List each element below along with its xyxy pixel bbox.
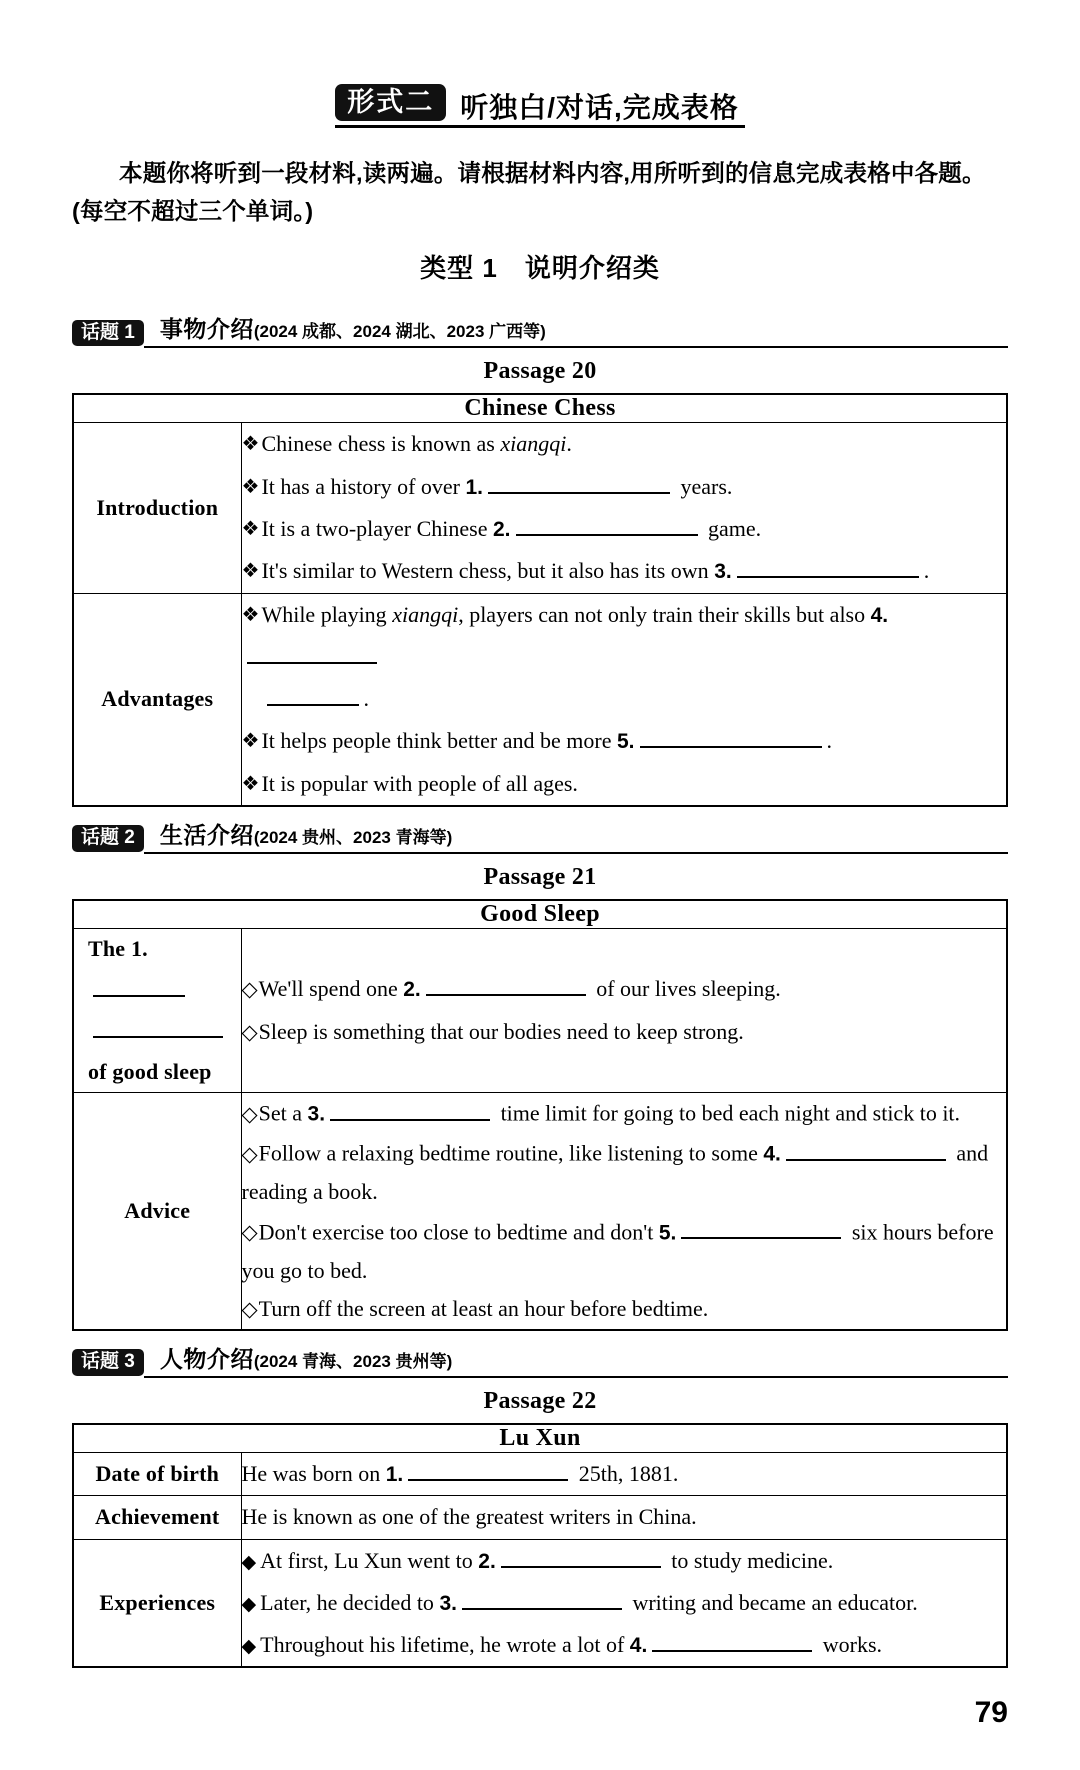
topic-name-1: 事物介绍 bbox=[159, 316, 254, 343]
list-item: ❖It's similar to Western chess, but it also has its own 3. . bbox=[242, 550, 1007, 592]
question-number: 3. bbox=[714, 560, 732, 584]
table-row bbox=[73, 928, 1007, 1092]
table-title-good-sleep: Good Sleep bbox=[73, 900, 1007, 929]
row-head-line-1: The 1. bbox=[88, 935, 148, 961]
list-item: He is known as one of the greatest writers in China. bbox=[241, 1504, 697, 1530]
list-item: ❖It is a two-player Chinese 2. game. bbox=[242, 508, 1007, 550]
topic-bar-3 bbox=[72, 1341, 1008, 1378]
diamond-bullet-icon: ❖ bbox=[241, 518, 260, 541]
topic-heading-1 bbox=[144, 311, 1008, 348]
list-item: ◇Turn off the screen at least an hour before bedtime. bbox=[241, 1296, 709, 1322]
open-diamond-bullet-icon: ◇ bbox=[241, 1141, 258, 1166]
diamond-bullet-icon: ❖ bbox=[241, 433, 260, 456]
table-title-lu-xun: Lu Xun bbox=[73, 1424, 1007, 1453]
table-row bbox=[73, 593, 1007, 806]
answer-blank[interactable] bbox=[501, 1540, 661, 1567]
question-number: 5. bbox=[617, 730, 635, 754]
row-head-introduction: Introduction bbox=[73, 423, 241, 593]
row-cell-advice bbox=[241, 1093, 1007, 1330]
topic-heading-3 bbox=[144, 1341, 1008, 1378]
passage-label-22: Passage 22 bbox=[483, 1387, 597, 1414]
list-item: He was born on 1. 25th, 1881. bbox=[242, 1453, 1007, 1495]
row-head-the-of-good-sleep bbox=[73, 928, 241, 1092]
topic-sources-3: (2024 青海、2023 贵州等) bbox=[253, 1351, 453, 1371]
open-diamond-bullet-icon: ◇ bbox=[241, 1101, 258, 1126]
form-title: 听独白/对话,完成表格 bbox=[460, 91, 739, 123]
list-item: ◆ Later, he decided to 3. writing and became an educator. bbox=[242, 1582, 1007, 1624]
diamond-bullet-icon: ❖ bbox=[241, 603, 260, 626]
question-number: 3. bbox=[307, 1102, 326, 1126]
row-cell-introduction bbox=[241, 423, 1007, 593]
form-heading-underline bbox=[335, 84, 745, 128]
topic-heading-2 bbox=[144, 817, 1008, 854]
type-heading: 类型 1 说明介绍类 bbox=[420, 253, 660, 284]
row-cell-the-of-good-sleep bbox=[241, 928, 1007, 1092]
diamond-bullet-icon: ❖ bbox=[241, 772, 260, 795]
topic-bar-1 bbox=[72, 311, 1008, 348]
open-diamond-bullet-icon: ◇ bbox=[241, 1297, 258, 1322]
topic-tag-3: 话题 3 bbox=[72, 1349, 144, 1376]
table-row bbox=[73, 1424, 1007, 1453]
row-cell-advantages bbox=[241, 593, 1007, 806]
question-number: 3. bbox=[439, 1591, 457, 1615]
row-head-advantages: Advantages bbox=[73, 593, 241, 806]
table-lu-xun bbox=[72, 1423, 1008, 1668]
open-diamond-bullet-icon: ◇ bbox=[241, 1220, 258, 1245]
answer-blank[interactable] bbox=[516, 509, 698, 536]
question-number: 2. bbox=[478, 1549, 496, 1573]
topic-sources-2: (2024 贵州、2023 青海等) bbox=[253, 827, 453, 847]
question-number: 1. bbox=[385, 1462, 404, 1486]
list-item: ◆ At first, Lu Xun went to 2. to study medicine. bbox=[242, 1540, 1007, 1582]
topic-name-3: 人物介绍 bbox=[159, 1345, 254, 1372]
instruction-text: 本题你将听到一段材料,读两遍。请根据材料内容,用所听到的信息完成表格中各题。(每空不超过三个单词。) bbox=[72, 160, 986, 225]
page-number: 79 bbox=[974, 1696, 1008, 1729]
answer-blank[interactable] bbox=[488, 466, 670, 493]
answer-blank[interactable] bbox=[737, 551, 919, 578]
list-item: ❖It helps people think better and be more 5. . bbox=[242, 720, 1007, 762]
open-diamond-bullet-icon: ◇ bbox=[241, 1019, 258, 1044]
answer-blank[interactable] bbox=[93, 1011, 223, 1038]
answer-blank[interactable] bbox=[640, 721, 822, 748]
row-head-line-3: of good sleep bbox=[88, 1058, 212, 1084]
row-cell-experiences bbox=[241, 1539, 1007, 1667]
continuation-line: . bbox=[242, 678, 370, 720]
table-chinese-chess bbox=[72, 393, 1008, 807]
topic-tag-1: 话题 1 bbox=[72, 320, 144, 347]
answer-blank[interactable] bbox=[247, 637, 377, 664]
question-number: 4. bbox=[870, 603, 889, 627]
question-number: 4. bbox=[763, 1142, 781, 1166]
table-row bbox=[73, 1539, 1007, 1667]
answer-blank[interactable] bbox=[93, 970, 185, 997]
row-head-achievement: Achievement bbox=[73, 1496, 241, 1539]
form-heading bbox=[72, 84, 1008, 128]
form-tag-badge: 形式二 bbox=[335, 84, 446, 121]
question-number: 2. bbox=[493, 518, 511, 542]
question-number: 4. bbox=[629, 1634, 648, 1658]
row-cell-date-of-birth bbox=[241, 1452, 1007, 1495]
question-number: 1. bbox=[465, 475, 484, 499]
row-head-advice: Advice bbox=[73, 1093, 241, 1330]
topic-tag-2: 话题 2 bbox=[72, 825, 144, 852]
topic-name-2: 生活介绍 bbox=[159, 821, 254, 848]
list-item: ❖While playing xiangqi, players can not only train their skills but also 4. . bbox=[242, 594, 1007, 721]
passage-label-21: Passage 21 bbox=[483, 863, 597, 890]
row-head-date-of-birth: Date of birth bbox=[73, 1452, 241, 1495]
list-item: ❖Chinese chess is known as xiangqi. bbox=[241, 431, 572, 457]
table-row bbox=[73, 1452, 1007, 1495]
table-title-chinese-chess: Chinese Chess bbox=[73, 394, 1007, 423]
question-number: 5. bbox=[658, 1221, 677, 1245]
answer-blank[interactable] bbox=[462, 1583, 622, 1610]
answer-blank[interactable] bbox=[786, 1133, 946, 1160]
list-item: ◇Don't exercise too close to bedtime and don't 5. six hours before you go to bed. bbox=[242, 1212, 1007, 1291]
page-content bbox=[72, 84, 1008, 1668]
passage-label-20: Passage 20 bbox=[483, 358, 597, 385]
answer-blank[interactable] bbox=[652, 1625, 812, 1652]
topic-sources-1: (2024 成都、2024 湖北、2023 广西等) bbox=[253, 322, 546, 342]
table-row bbox=[73, 394, 1007, 423]
filled-diamond-bullet-icon: ◆ bbox=[241, 1551, 257, 1573]
answer-blank[interactable] bbox=[681, 1212, 841, 1239]
list-item: ◇Follow a relaxing bedtime routine, like listening to some 4. and reading a book. bbox=[242, 1133, 1007, 1212]
table-row bbox=[73, 900, 1007, 929]
answer-blank[interactable] bbox=[330, 1093, 490, 1120]
list-item: ❖It has a history of over 1. years. bbox=[242, 466, 1007, 508]
question-number: 2. bbox=[403, 978, 421, 1002]
diamond-bullet-icon: ❖ bbox=[241, 730, 260, 753]
topic-bar-2 bbox=[72, 817, 1008, 854]
answer-blank[interactable] bbox=[267, 679, 359, 706]
list-item: ◇Sleep is something that our bodies need to keep strong. bbox=[241, 1018, 744, 1044]
list-item: ◆ Throughout his lifetime, he wrote a lot of 4. works. bbox=[242, 1624, 1007, 1666]
diamond-bullet-icon: ❖ bbox=[241, 560, 260, 583]
row-cell-achievement bbox=[241, 1496, 1007, 1539]
table-row bbox=[73, 423, 1007, 593]
answer-blank[interactable] bbox=[426, 969, 586, 996]
table-good-sleep bbox=[72, 899, 1008, 1331]
open-diamond-bullet-icon: ◇ bbox=[241, 977, 258, 1002]
answer-blank[interactable] bbox=[408, 1454, 568, 1481]
filled-diamond-bullet-icon: ◆ bbox=[241, 1636, 257, 1658]
list-item: ◇Set a 3. time limit for going to bed each night and stick to it. bbox=[242, 1093, 1007, 1133]
list-item: ◇We'll spend one 2. of our lives sleeping. bbox=[242, 968, 1007, 1010]
table-row bbox=[73, 1496, 1007, 1539]
filled-diamond-bullet-icon: ◆ bbox=[241, 1593, 257, 1615]
table-row bbox=[73, 1093, 1007, 1330]
row-head-experiences: Experiences bbox=[73, 1539, 241, 1667]
diamond-bullet-icon: ❖ bbox=[241, 475, 260, 498]
list-item: ❖It is popular with people of all ages. bbox=[241, 770, 578, 796]
